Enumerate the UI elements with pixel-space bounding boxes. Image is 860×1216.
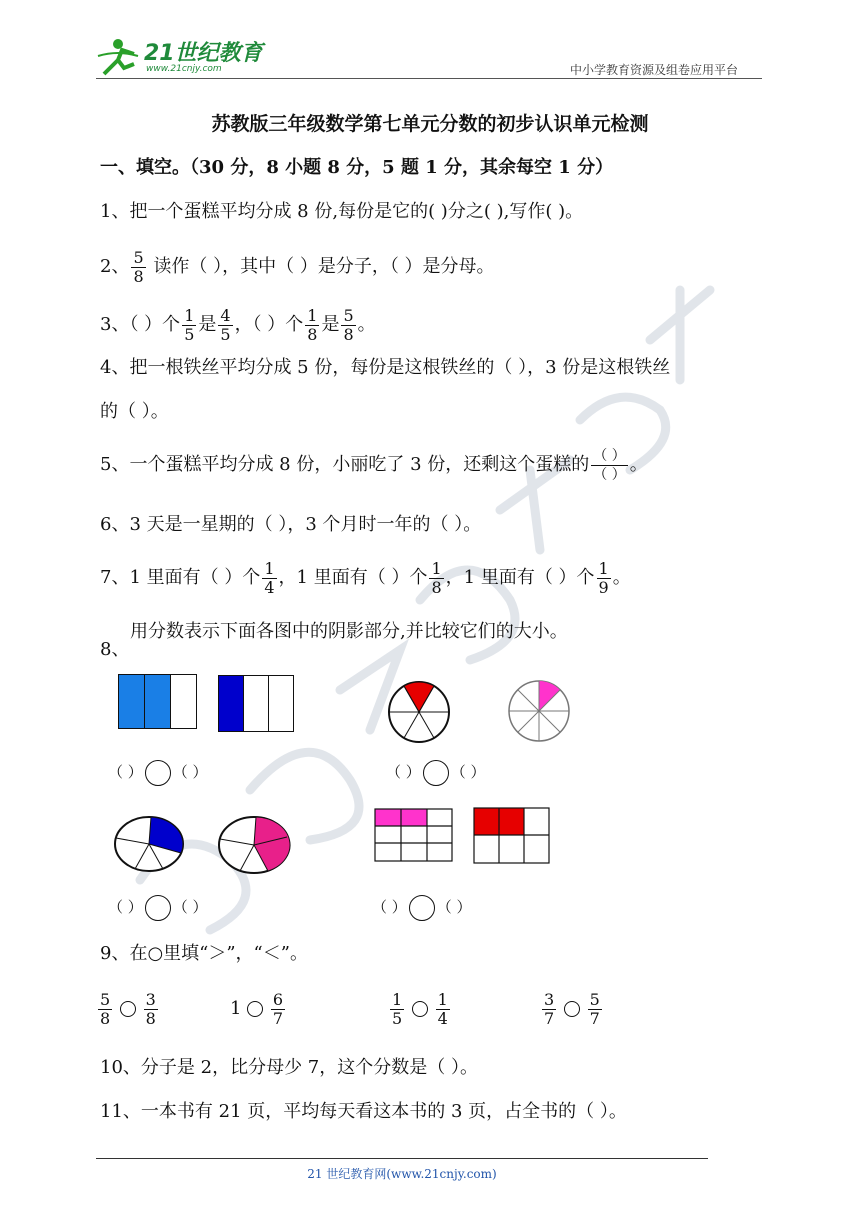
compare-circle — [409, 895, 435, 921]
footer-rule — [96, 1158, 708, 1159]
compare-circle — [120, 1001, 136, 1017]
header-logo — [96, 34, 266, 78]
question-2 — [100, 244, 495, 290]
question-9: 9、在○里填“＞”，“＜”。 — [100, 943, 308, 964]
question-4-line2: 的（ ）。 — [100, 401, 169, 422]
question-8-text: 用分数表示下面各图中的阴影部分,并比较它们的大小。 — [130, 621, 568, 642]
question-number: 2、 — [100, 256, 130, 277]
compare-circle — [564, 1001, 580, 1017]
answer-row-2a: （ ） （ ） — [108, 895, 208, 921]
question-11: 11、一本书有 21 页，平均每天看这本书的 3 页，占全书的（ ）。 — [100, 1101, 627, 1122]
figure-oval-fifths-blue — [112, 814, 186, 874]
platform-text: 中小学教育资源及组卷应用平台 — [570, 63, 739, 77]
header-rule — [96, 78, 762, 79]
compare-circle — [412, 1001, 428, 1017]
page-title: 苏教版三年级数学第七单元分数的初步认识单元检测 — [211, 113, 649, 135]
figure-circle-eighths-magenta — [505, 678, 573, 744]
figure-oval-fifths-pink — [216, 814, 292, 876]
answer-row-1b: （ ） （ ） — [386, 760, 486, 786]
answer-row-2b: （ ） （ ） — [372, 895, 472, 921]
question-text: 读作（ ），其中（ ）是分子，（ ）是分母。 — [153, 256, 495, 277]
compare-circle — [145, 895, 171, 921]
question-4-line1: 4、把一根铁丝平均分成 5 份，每份是这根铁丝的（ ），3 份是这根铁丝 — [100, 357, 671, 378]
section-heading: 一、填空。（30 分，8 小题 8 分，5 题 1 分，其余每空 1 分） — [100, 157, 614, 178]
compare-circle — [423, 760, 449, 786]
question-5: 5、一个蛋糕平均分成 8 份，小丽吃了 3 份，还剩这个蛋糕的 $\frac{( )}{( )}$ 。 — [100, 447, 648, 483]
logo-url: www.21cnjy.com — [146, 64, 222, 74]
q9-item-1: $\frac{5}{8}$ $\frac{3}{8}$ — [100, 989, 156, 1028]
question-7: 7、1 里面有（ ）个 $\frac{1}{4}$ ，1 里面有（ ）个 $\frac{1}{8}$ ，1 里面有（ ）个 $\frac{1}{9}$ 。 — [100, 558, 631, 597]
question-8-number: 8、 — [100, 639, 130, 660]
compare-circle — [145, 760, 171, 786]
figure-circle-sixths-red — [386, 680, 452, 744]
question-1: 1、把一个蛋糕平均分成 8 份,每份是它的( )分之( ),写作( )。 — [100, 201, 584, 222]
figure-rect-thirds-darkblue — [218, 675, 296, 733]
question-3: 3、（ ）个 $\frac{1}{5}$ 是 $\frac{4}{5}$ ，（ ）个 $\frac{1}{8}$ 是 $\frac{5}{8}$ 。 — [100, 305, 376, 344]
q9-item-2: 1 $\frac{6}{7}$ — [230, 989, 284, 1028]
fraction: $\frac{5}{8}$ — [133, 247, 144, 286]
footer-text: 21 世纪教育网(www.21cnjy.com) — [307, 1167, 497, 1181]
question-10: 10、分子是 2，比分母少 7，这个分数是（ ）。 — [100, 1057, 478, 1078]
figure-grid-magenta — [374, 808, 454, 864]
compare-circle — [247, 1001, 263, 1017]
answer-row-1a: （ ） （ ） — [108, 760, 208, 786]
question-6: 6、3 天是一星期的（ ），3 个月时一年的（ ）。 — [100, 514, 482, 535]
q9-item-4: $\frac{3}{7}$ $\frac{5}{7}$ — [544, 989, 600, 1028]
q9-item-3: $\frac{1}{5}$ $\frac{1}{4}$ — [392, 989, 448, 1028]
logo-text: 21世纪教育 — [144, 41, 263, 66]
figure-rect-thirds-blue — [118, 674, 200, 730]
figure-grid-red — [473, 807, 551, 865]
